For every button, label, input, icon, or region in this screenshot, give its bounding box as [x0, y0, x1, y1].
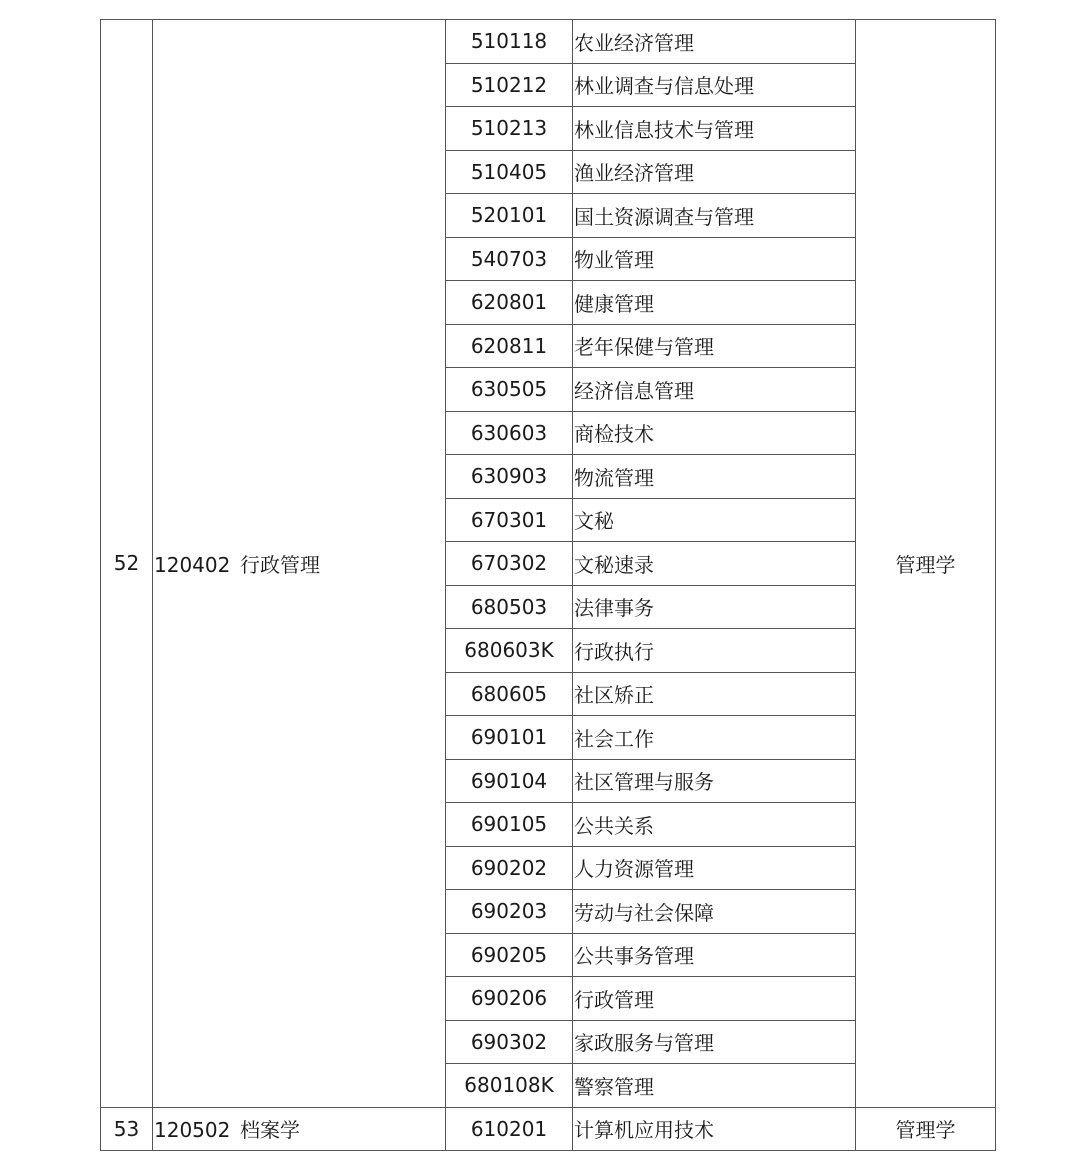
vocational-major-name: 劳动与社会保障	[573, 890, 856, 934]
vocational-major-code: 670301	[446, 498, 573, 542]
undergrad-major-name: 档案学	[240, 1118, 300, 1143]
vocational-major-name: 文秘	[573, 498, 856, 542]
vocational-major-code: 680605	[446, 672, 573, 716]
vocational-major-code: 690104	[446, 759, 573, 803]
vocational-major-name: 公共关系	[573, 803, 856, 847]
vocational-major-name: 人力资源管理	[573, 846, 856, 890]
table-row	[101, 1107, 996, 1151]
vocational-major-code: 680503	[446, 585, 573, 629]
vocational-major-code: 690203	[446, 890, 573, 934]
vocational-major-name: 渔业经济管理	[573, 150, 856, 194]
vocational-major-name: 法律事务	[573, 585, 856, 629]
vocational-major-code: 690302	[446, 1020, 573, 1064]
degree-category-cell: 管理学	[856, 1107, 996, 1151]
vocational-major-code: 510212	[446, 63, 573, 107]
vocational-major-name: 文秘速录	[573, 542, 856, 586]
major-correspondence-table	[100, 19, 996, 1151]
vocational-major-code: 690202	[446, 846, 573, 890]
vocational-major-code: 690205	[446, 933, 573, 977]
row-number-cell: 53	[101, 1107, 153, 1151]
vocational-major-name: 林业调查与信息处理	[573, 63, 856, 107]
vocational-major-name: 林业信息技术与管理	[573, 107, 856, 151]
undergrad-major-name: 行政管理	[240, 552, 320, 577]
vocational-major-code: 690101	[446, 716, 573, 760]
vocational-major-name: 公共事务管理	[573, 933, 856, 977]
undergrad-major-code: 120502	[154, 1118, 231, 1143]
row-number-cell: 52	[101, 20, 153, 1108]
undergrad-major-cell	[153, 20, 446, 1108]
vocational-major-code: 630603	[446, 411, 573, 455]
vocational-major-code: 510118	[446, 20, 573, 64]
vocational-major-code: 620801	[446, 281, 573, 325]
vocational-major-name: 警察管理	[573, 1064, 856, 1108]
table-body	[101, 20, 996, 1151]
vocational-major-code: 520101	[446, 194, 573, 238]
vocational-major-name: 社区矫正	[573, 672, 856, 716]
degree-category-cell: 管理学	[856, 20, 996, 1108]
vocational-major-code: 680603K	[446, 629, 573, 673]
vocational-major-code: 510213	[446, 107, 573, 151]
undergrad-major-cell	[153, 1107, 446, 1151]
vocational-major-code: 690105	[446, 803, 573, 847]
vocational-major-code: 540703	[446, 237, 573, 281]
vocational-major-code: 620811	[446, 324, 573, 368]
vocational-major-code: 680108K	[446, 1064, 573, 1108]
vocational-major-name: 行政执行	[573, 629, 856, 673]
table-row	[101, 20, 996, 64]
vocational-major-name: 社会工作	[573, 716, 856, 760]
vocational-major-code: 510405	[446, 150, 573, 194]
vocational-major-code: 670302	[446, 542, 573, 586]
undergrad-major-code: 120402	[154, 552, 231, 577]
vocational-major-name: 国土资源调查与管理	[573, 194, 856, 238]
vocational-major-code: 630505	[446, 368, 573, 412]
vocational-major-name: 健康管理	[573, 281, 856, 325]
vocational-major-name: 家政服务与管理	[573, 1020, 856, 1064]
vocational-major-name: 行政管理	[573, 977, 856, 1021]
vocational-major-name: 物业管理	[573, 237, 856, 281]
vocational-major-code: 630903	[446, 455, 573, 499]
vocational-major-name: 社区管理与服务	[573, 759, 856, 803]
vocational-major-name: 计算机应用技术	[573, 1107, 856, 1151]
vocational-major-name: 农业经济管理	[573, 20, 856, 64]
vocational-major-code: 610201	[446, 1107, 573, 1151]
vocational-major-name: 老年保健与管理	[573, 324, 856, 368]
vocational-major-name: 经济信息管理	[573, 368, 856, 412]
vocational-major-name: 商检技术	[573, 411, 856, 455]
vocational-major-code: 690206	[446, 977, 573, 1021]
vocational-major-name: 物流管理	[573, 455, 856, 499]
